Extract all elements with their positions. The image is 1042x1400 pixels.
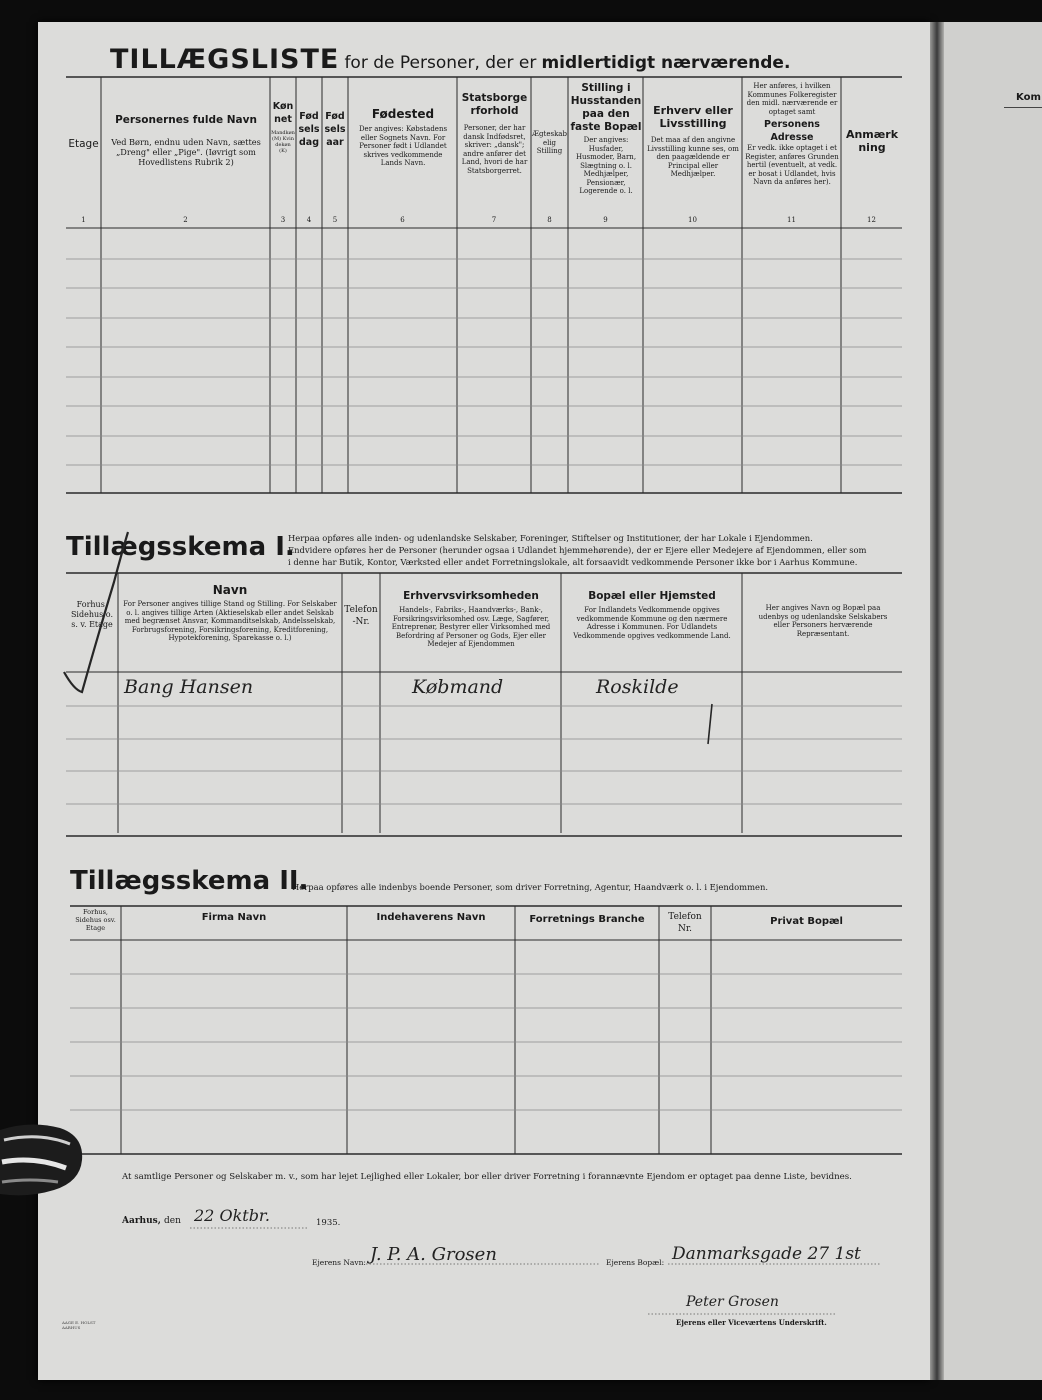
skema2-title: Tillægsskema II. xyxy=(70,866,309,896)
col-household-header xyxy=(570,82,642,196)
s1-col-name-sub: For Personer angives tillige Stand og Stilling. For Selskaber o. l. angives tillige Arten (Aktieselskab eller andet Selskab med begrænset Ansvar, Kommanditselskab, Andelsselskab, Forbrugsforening, Forsikringsforening, Kreditforening, Hypotekforening, Sparekasse o. l.) xyxy=(123,600,337,642)
s1-col-tel: Telefon-Nr. xyxy=(344,605,378,627)
s1-col-residence-head: Bopæl eller Hjemsted xyxy=(588,590,716,602)
s1-col-business-head: Erhvervsvirksomheden xyxy=(403,590,539,602)
col-birthplace-head: Fødested xyxy=(371,107,435,121)
col-num-12: 12 xyxy=(867,216,876,224)
col-num-9: 9 xyxy=(603,216,608,224)
col-address-head: Personens Adresse xyxy=(764,119,820,143)
col-sex-head: Kønnet xyxy=(272,101,294,125)
col-num-10: 10 xyxy=(688,216,697,224)
printer-imprint: AAGE E. HOLST AARHUS xyxy=(62,1320,96,1330)
col-num-3: 3 xyxy=(280,216,286,224)
owner-name-hand: J. P. A. Grosen xyxy=(370,1244,497,1265)
owner-address-label: Ejerens Bopæl: xyxy=(606,1258,665,1267)
col-household-head: Stilling i Husstanden paa den faste Bopæl xyxy=(570,82,642,133)
s1-col-residence-sub: For Indlandets Vedkommende opgives vedkommende Kommune og den nærmere Adresse i Kommunen. For Udlandets Vedkommende opgives vedkommende Land. xyxy=(573,606,731,640)
col-citizenship-sub: Personer, der har dansk Indfødsret, skriver: „dansk"; andre anfører det Land, hvori de har Statsborgerret. xyxy=(461,124,528,175)
col-birthyear-header xyxy=(323,110,347,149)
col-num-1: 1 xyxy=(81,216,86,224)
col-birthplace-sub: Der angives: Købstadens eller Sognets Navn. For Personer født i Udlandet skrives vedkommende Lands Navn. xyxy=(358,125,448,167)
col-sex-header xyxy=(271,100,295,154)
col-num-5: 5 xyxy=(332,216,338,224)
skema1-title: Tillægsskema I. xyxy=(66,532,295,562)
next-page-fragment: Kom xyxy=(1016,92,1041,103)
skema1-intro xyxy=(288,532,900,568)
col-num-8: 8 xyxy=(547,216,552,224)
s1-col-business-sub: Handels-, Fabriks-, Haandværks-, Bank-, Forsikringsvirksomhed osv. Læge, Sagfører, Entreprenør, Bestyrer eller Virksomhed med Befordring af Personer og Gods, Ejer eller Medejer af Ejendommen xyxy=(391,606,551,648)
s2-col-private: Privat Bopæl xyxy=(770,916,843,927)
s1-col-residence-header xyxy=(565,590,739,640)
s1-col-rep: Her angives Navn og Bopæl paa udenbys og udenlandske Selskabers eller Personers herværende Repræsentant. xyxy=(758,604,888,638)
title-bold: midlertidigt nærværende. xyxy=(541,53,791,73)
col-address-sub-top: Her anføres, i hvilken Kommunes Folkeregister den midl. nærværende er optaget samt xyxy=(746,82,838,116)
s1-col-business-header xyxy=(384,590,558,649)
skema2-intro: Herpaa opføres alle indenbys boende Personer, som driver Forretning, Agentur, Haandværk o. l. i Ejendommen. xyxy=(292,882,769,892)
col-citizenship-header xyxy=(460,92,529,175)
col-num-4: 4 xyxy=(306,216,312,224)
pen-stroke-mark xyxy=(700,700,720,750)
col-occupation-head: Erhverv eller Livsstilling xyxy=(653,104,733,130)
s2-col-tel: Telefon Nr. xyxy=(668,912,702,934)
col-address-sub: Er vedk. ikke optaget i et Register, anføres Grunden hertil (eventuelt, at vedk. er bosat i Udlandet, hvis Navn da anføres her). xyxy=(745,144,839,186)
col-name-head: Personernes fulde Navn xyxy=(115,114,257,126)
title-main: TILLÆGSLISTE xyxy=(110,44,340,75)
col-occupation-header xyxy=(646,104,740,179)
footer-place: Aarhus, xyxy=(122,1216,161,1226)
col-citizenship-head: Statsborgerforhold xyxy=(461,92,528,117)
s2-col-branch: Forretnings Branche xyxy=(529,914,645,925)
col-birthday-head: Fødselsdag xyxy=(298,111,320,148)
s1-col-name-head: Navn xyxy=(212,583,248,597)
col-num-2: 2 xyxy=(183,216,188,224)
col-birthyear-head: Fødselsaar xyxy=(324,111,346,148)
s1-col-floor: Forhus, Sidehus o. s. v. Etage xyxy=(70,600,114,629)
s1-col-name-header xyxy=(122,584,338,643)
col-marital-head: Ægteskabelig Stilling xyxy=(532,130,567,155)
footer-den: den xyxy=(164,1216,181,1226)
skema1-intro-3: i denne har Butik, Kontor, Værksted eller andet Forretningslokale, alt forsaavidt vedkommende Personer ikke bor i Aarhus Kommune. xyxy=(288,557,858,567)
col-num-7: 7 xyxy=(491,216,497,224)
s2-col-owner: Indehaverens Navn xyxy=(376,912,486,923)
check-mark-icon xyxy=(56,522,136,702)
title-for: for de Personer, der er xyxy=(344,53,537,73)
footer-year: 1935. xyxy=(316,1218,341,1228)
col-remarks-header xyxy=(843,128,901,154)
owner-name-label: Ejerens Navn: xyxy=(312,1258,366,1267)
col-sex-sub: Mandkøn (M) Kvindekøn (K) xyxy=(271,130,295,154)
s2-col-floor: Forhus, Sidehus osv. Etage xyxy=(75,908,116,932)
s2-col-firm: Firma Navn xyxy=(201,912,267,923)
col-birthplace-header xyxy=(352,108,454,168)
col-num-11: 11 xyxy=(787,216,796,224)
col-household-sub: Der angives: Husfader, Husmoder, Barn, Slægtning o. l. Medhjælper, Pensionær, Logerende o. l. xyxy=(575,136,637,195)
s1-entry-name: Bang Hansen xyxy=(124,676,254,698)
col-num-6: 6 xyxy=(400,216,405,224)
col-name-sub: Ved Børn, endnu uden Navn, sættes „Dreng" eller „Pige". (Iøvrigt som Hovedlistens Rubrik 2) xyxy=(111,137,261,167)
col-etage-head: Etage xyxy=(68,138,99,150)
col-occupation-sub: Det maa af den angivne Livsstilling kunne ses, om den paagældende er Principal eller Medhjælper. xyxy=(647,136,739,178)
col-name-header xyxy=(104,114,268,167)
signature-label: Ejerens eller Viceværtens Underskrift. xyxy=(676,1318,827,1327)
footer-date-hand: 22 Oktbr. xyxy=(194,1206,270,1225)
footer-statement: At samtlige Personer og Selskaber m. v., som har lejet Lejlighed eller Lokaler, bor eller driver Forretning i forannævnte Ejendom er optaget paa denne Liste, bevidnes. xyxy=(122,1172,852,1182)
s1-entry-residence: Roskilde xyxy=(596,676,679,698)
owner-address-hand: Danmarksgade 27 1st xyxy=(672,1244,861,1264)
s1-entry-business: Købmand xyxy=(412,676,504,698)
col-remarks-head: Anmærkning xyxy=(845,128,899,154)
binder-clip-icon xyxy=(0,1110,90,1220)
skema1-intro-2: Endvidere opføres her de Personer (herunder ogsaa i Udlandet hjemmehørende), der er Ejere eller Medejere af Ejendommen, eller som xyxy=(288,545,867,555)
col-birthday-header xyxy=(297,110,321,149)
col-address-header xyxy=(744,82,840,187)
signature-hand: Peter Grosen xyxy=(686,1294,779,1310)
skema1-intro-1: Herpaa opføres alle inden- og udenlandske Selskaber, Foreninger, Stiftelser og Institutioner, der har Lokale i Ejendommen. xyxy=(288,533,813,543)
